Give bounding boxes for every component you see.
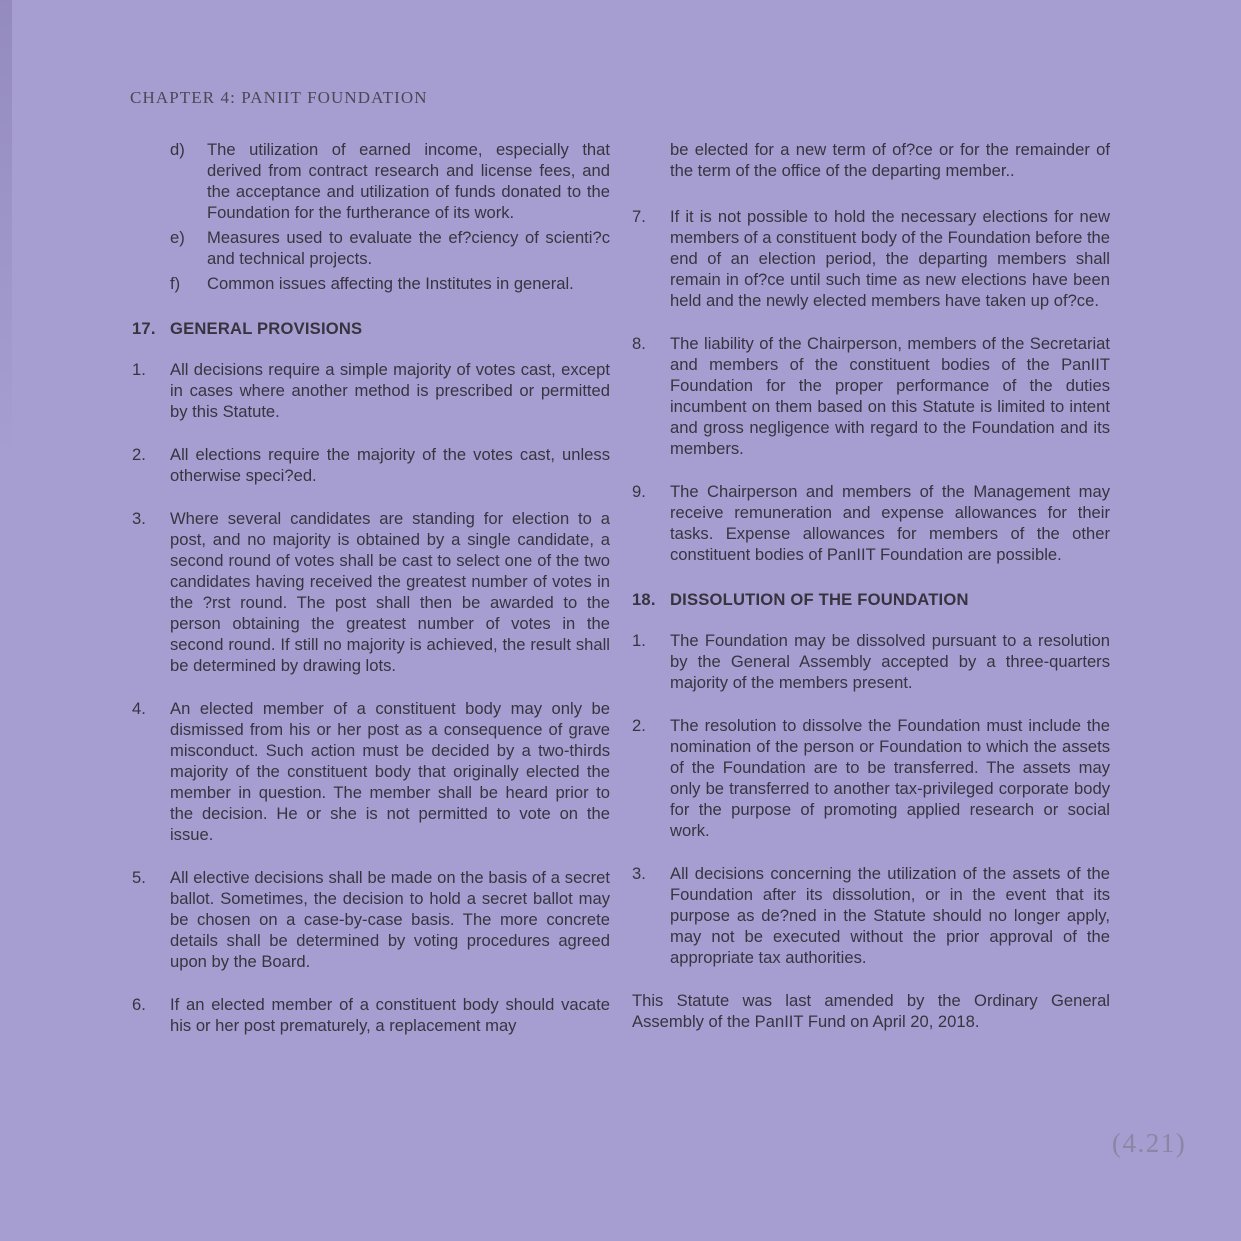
numbered-item-7 [632, 206, 1110, 311]
item-text: The resolution to dissolve the Foundation must include the nomination of the person or Foundation to which the assets of the Foundation are to be transferred. The assets may only be transferred to another tax-privileged corporate body for the purpose of promoting applied research or social work. [670, 716, 1110, 840]
item-marker: 9. [632, 482, 646, 501]
left-column [132, 139, 610, 1058]
item-text: All decisions require a simple majority of votes cast, except in cases where another method is prescribed or permitted by this Statute. [170, 360, 610, 421]
item-marker: 2. [632, 716, 646, 735]
item-text: If an elected member of a constituent body should vacate his or her post prematurely, a replacement may [170, 995, 610, 1035]
item-marker: 1. [132, 360, 146, 379]
item-text: Common issues affecting the Institutes in general. [207, 274, 574, 293]
section-number: 17. [132, 319, 156, 338]
item-text: If it is not possible to hold the necessary elections for new members of a constituent body of the Foundation before the end of an election period, the departing members shall remain in of?ce until such time as new elections have been held and the newly elected members have taken up of?ce. [670, 207, 1111, 310]
item-marker: 6. [132, 995, 146, 1014]
item-text: The liability of the Chairperson, members of the Secretariat and members of the constituent bodies of the PanIIT Foundation for the proper performance of the duties incumbent on them based on this Statute is limited to intent and gross negligence with regard to the Foundation and its members. [670, 334, 1110, 458]
lettered-item-d [170, 139, 610, 223]
right-column [632, 139, 1110, 1032]
section-18-heading [632, 589, 1110, 610]
item-marker: 2. [132, 445, 146, 464]
numbered-item-2 [132, 444, 610, 486]
section-title: DISSOLUTION OF THE FOUNDATION [670, 590, 969, 609]
numbered-item-5 [132, 867, 610, 972]
numbered-item-3 [132, 508, 610, 676]
lettered-item-e [170, 227, 610, 269]
item-text: All elective decisions shall be made on the basis of a secret ballot. Sometimes, the decision to hold a secret ballot may be chosen on a case-by-case basis. The more concrete details shall be determined by voting procedures agreed upon by the Board. [170, 868, 610, 971]
item-marker: 3. [632, 864, 646, 883]
item-text: The utilization of earned income, especially that derived from contract research and license fees, and the acceptance and utilization of funds donated to the Foundation for the furtherance of its work. [207, 140, 610, 222]
item-marker: 1. [632, 631, 646, 650]
item-marker: 7. [632, 207, 646, 226]
lettered-list [170, 139, 610, 294]
item-text: All decisions concerning the utilization of the assets of the Foundation after its dissolution, or in the event that its purpose as de?ned in the Statute should no longer apply, may not be executed without the prior approval of the appropriate tax authorities. [670, 864, 1110, 967]
item-text: The Foundation may be dissolved pursuant to a resolution by the General Assembly accepted by a three-quarters majority of the members present. [670, 631, 1110, 692]
item-marker: f) [170, 274, 181, 293]
numbered-item-9 [632, 481, 1110, 565]
lettered-item-f [170, 273, 610, 294]
dissolution-item-1 [632, 630, 1110, 693]
closing-amendment-note: This Statute was last amended by the Ordinary General Assembly of the PanIIT Fund on April 20, 2018. [632, 991, 1110, 1031]
section-number: 18. [632, 590, 656, 609]
chapter-header: CHAPTER 4: PANIIT FOUNDATION [130, 88, 428, 107]
item-6-continuation-text: be elected for a new term of of?ce or for the remainder of the term of the office of the departing member.. [670, 140, 1110, 180]
item-marker: 8. [632, 334, 646, 353]
item-text: An elected member of a constituent body may only be dismissed from his or her post as a consequence of grave misconduct. Such action must be decided by a two-thirds majority of the constituent body that originally elected the member in question. The member shall be heard prior to the decision. He or she is not permitted to vote on the issue. [170, 699, 610, 844]
numbered-item-1 [132, 359, 610, 422]
section-title: GENERAL PROVISIONS [170, 319, 363, 338]
item-marker: 5. [132, 868, 146, 887]
item-text: Measures used to evaluate the ef?ciency of scienti?c and technical projects. [207, 228, 610, 268]
dissolution-item-2 [632, 715, 1110, 841]
item-text: All elections require the majority of the votes cast, unless otherwise speci?ed. [170, 445, 610, 485]
dissolution-item-3 [632, 863, 1110, 968]
page-edge-shadow [0, 0, 12, 460]
item-marker: 4. [132, 699, 146, 718]
numbered-item-6 [132, 994, 610, 1036]
item-text: Where several candidates are standing for election to a post, and no majority is obtained by a single candidate, a second round of votes shall be cast to select one of the two candidates having received the greatest number of votes in the ?rst round. The post shall then be awarded to the person obtaining the greatest number of votes in the second round. If still no majority is achieved, the result shall be determined by drawing lots. [170, 509, 610, 675]
numbered-item-4 [132, 698, 610, 845]
page-number: (4.21) [1112, 1128, 1187, 1158]
item-marker: e) [170, 228, 185, 247]
section-17-heading [132, 318, 610, 339]
item-marker: 3. [132, 509, 146, 528]
item-marker: d) [170, 140, 185, 159]
numbered-item-8 [632, 333, 1110, 459]
item-text: The Chairperson and members of the Management may receive remuneration and expense allowances for their tasks. Expense allowances for members of the other constituent bodies of PanIIT Foundation are possible. [670, 482, 1110, 564]
